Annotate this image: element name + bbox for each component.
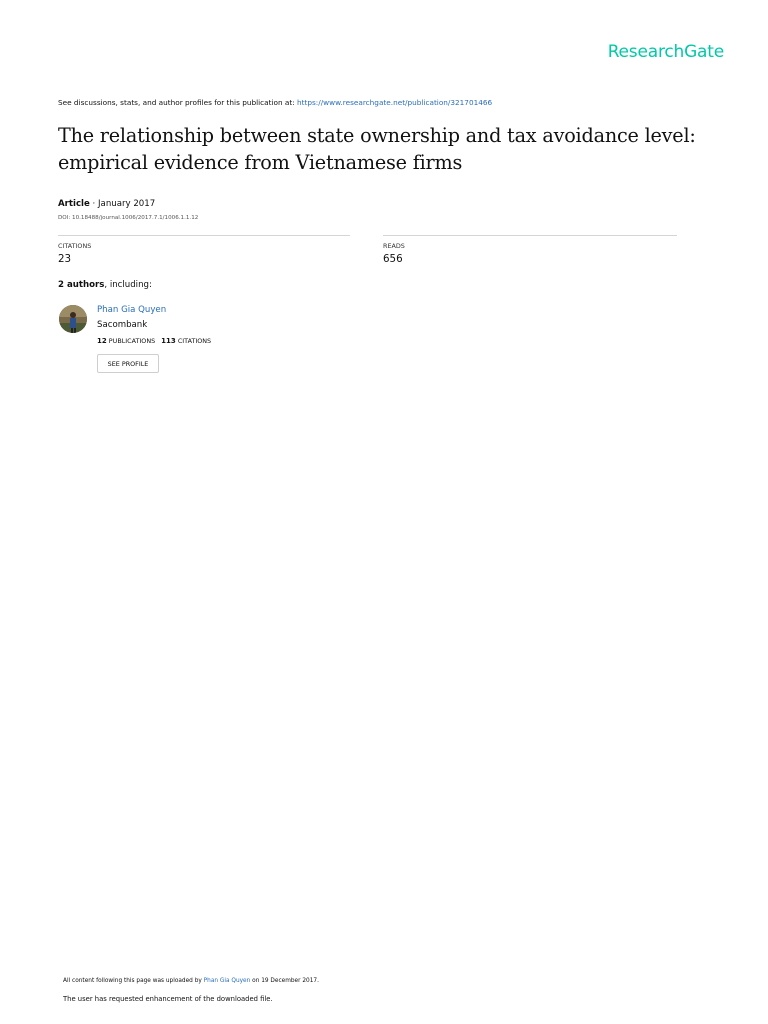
see-profile-button[interactable]: SEE PROFILE	[97, 354, 159, 373]
meta-separator: ·	[89, 199, 99, 209]
citations-label: CITATIONS	[58, 242, 92, 250]
intro-text: See discussions, stats, and author profiles for this publication at:	[58, 98, 298, 107]
author-citations-count: 113	[161, 337, 176, 345]
upload-note	[63, 978, 319, 984]
author-stats	[97, 337, 211, 345]
intro-line	[58, 98, 492, 107]
divider-reads	[383, 235, 677, 236]
citations-count: 23	[58, 253, 72, 265]
reads-label: READS	[383, 242, 405, 250]
authors-suffix: , including:	[104, 280, 152, 290]
author-name-link[interactable]: Phan Gia Quyen	[97, 305, 167, 315]
publication-link[interactable]: https://www.researchgate.net/publication/321701466	[297, 98, 493, 107]
upload-suffix: on 19 December 2017.	[250, 978, 319, 984]
publication-meta	[58, 199, 155, 209]
publication-date: January 2017	[98, 199, 156, 209]
publication-doi: DOI: 10.18488/journal.1006/2017.7.1/1006.1.1.12	[58, 215, 199, 221]
authors-heading	[58, 280, 152, 290]
upload-prefix: All content following this page was uploaded by	[63, 978, 204, 984]
avatar-photo-icon	[59, 305, 87, 333]
authors-count: 2 authors	[58, 280, 105, 290]
request-note: The user has requested enhancement of the downloaded file.	[63, 995, 273, 1003]
publication-title: The relationship between state ownership and tax avoidance level: empirical evidence from Vietnamese firms	[58, 124, 696, 174]
author-citations-label: CITATIONS	[177, 337, 212, 345]
author-institution: Sacombank	[97, 320, 148, 330]
divider-citations	[58, 235, 350, 236]
author-avatar[interactable]	[59, 305, 87, 333]
uploader-link[interactable]: Phan Gia Quyen	[203, 978, 251, 984]
author-publications-label: PUBLICATIONS	[108, 337, 156, 345]
publication-type: Article	[58, 199, 90, 209]
researchgate-logo[interactable]: ResearchGate	[607, 42, 724, 62]
author-publications-count: 12	[97, 337, 107, 345]
reads-count: 656	[383, 253, 403, 265]
